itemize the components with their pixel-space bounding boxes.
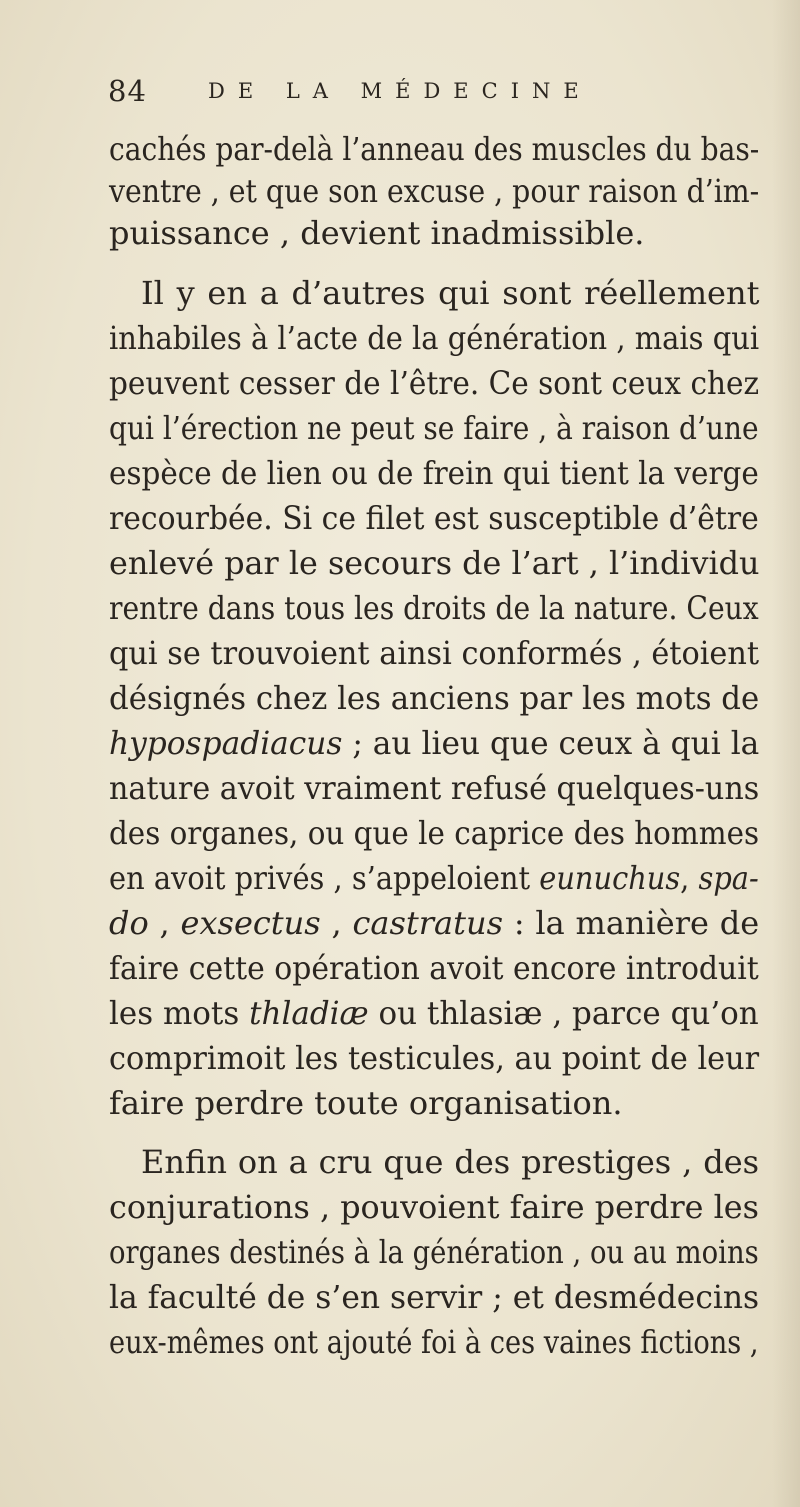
text-line [109,538,759,588]
text-run: , [680,859,699,897]
text-run: faire perdre toute organisation. [109,1084,623,1122]
italic-term: thladiæ [249,994,369,1032]
text-line [109,763,759,813]
text-run: peuvent cesser de l’être. Ce sont ceux chez [109,364,760,402]
italic-term: exsectus [180,904,321,942]
text-line [141,1137,759,1187]
text-run: comprimoit les testicules, au point de leur [109,1039,760,1077]
italic-term: eunuchus [539,859,681,897]
text-line [109,313,759,363]
page-edge-shadow [772,0,800,1507]
text-run: ventre , et que son excuse , pour raison d’im- [109,172,760,210]
text-line [109,448,759,498]
text-run: des organes, ou que le caprice des hommes [109,814,760,852]
page-header [108,74,758,118]
italic-term: castratus [352,904,504,942]
text-run: enlevé par le secours de l’art , l’individu [109,544,760,582]
text-line [109,673,759,723]
text-line [109,1227,759,1277]
text-line [109,493,759,543]
text-run: rentre dans tous les droits de la nature. Ceux [109,589,759,627]
italic-term: spa- [698,859,759,897]
text-run: qui l’érection ne peut se faire , à raison d’une [109,409,759,447]
text-run: , [320,904,353,942]
text-line [109,1272,759,1322]
text-run: eux-mêmes ont ajouté foi à ces vaines fictions , [109,1323,759,1361]
text-run: , [148,904,181,942]
text-run: désignés chez les anciens par les mots de [109,679,760,717]
text-line [109,808,759,858]
italic-term: do [109,904,149,942]
text-run: espèce de lien ou de frein qui tient la verge [109,454,759,492]
text-line [109,718,759,768]
text-run: nature avoit vraiment refusé quelques-uns [109,769,760,807]
text-line [109,1182,759,1232]
text-run: ou thlasiæ , parce qu’on [368,994,759,1032]
text-run: la faculté de s’en servir ; et desmédecins [109,1278,760,1316]
text-run: Il y en a d’autres qui sont réellement [141,274,760,312]
text-run: les mots [109,994,250,1032]
text-run: cachés par-delà l’anneau des muscles du bas- [109,130,760,168]
text-line [109,988,759,1038]
text-line [109,1317,759,1367]
running-head: DE LA MÉDECINE [208,79,592,103]
text-line [109,943,759,993]
text-run: qui se trouvoient ainsi conformés , étoient [109,634,760,672]
text-line [109,628,759,678]
text-run: puissance , devient inadmissible. [109,214,645,252]
text-line [109,208,644,258]
text-line [109,583,759,633]
text-run: inhabiles à l’acte de la génération , mais qui [109,319,760,357]
text-line [109,853,759,903]
italic-term: hypospadiacus [109,724,343,762]
page-number: 84 [108,74,147,108]
text-line [109,358,759,408]
text-run: ; au lieu que ceux à qui la [342,724,760,762]
text-line [141,268,759,318]
text-run: organes destinés à la génération , ou au moins [109,1233,759,1271]
text-run: Enfin on a cru que des prestiges , des [141,1143,760,1181]
text-run: faire cette opération avoit encore introduit [109,949,759,987]
text-run: en avoit privés , s’appeloient [109,859,540,897]
text-line [109,898,759,948]
text-run: conjurations , pouvoient faire perdre les [109,1188,759,1226]
text-line [109,1033,759,1083]
text-line [109,1078,622,1128]
text-run: recourbée. Si ce filet est susceptible d’être [109,499,759,537]
text-line [109,403,759,453]
text-run: : la manière de [503,904,760,942]
